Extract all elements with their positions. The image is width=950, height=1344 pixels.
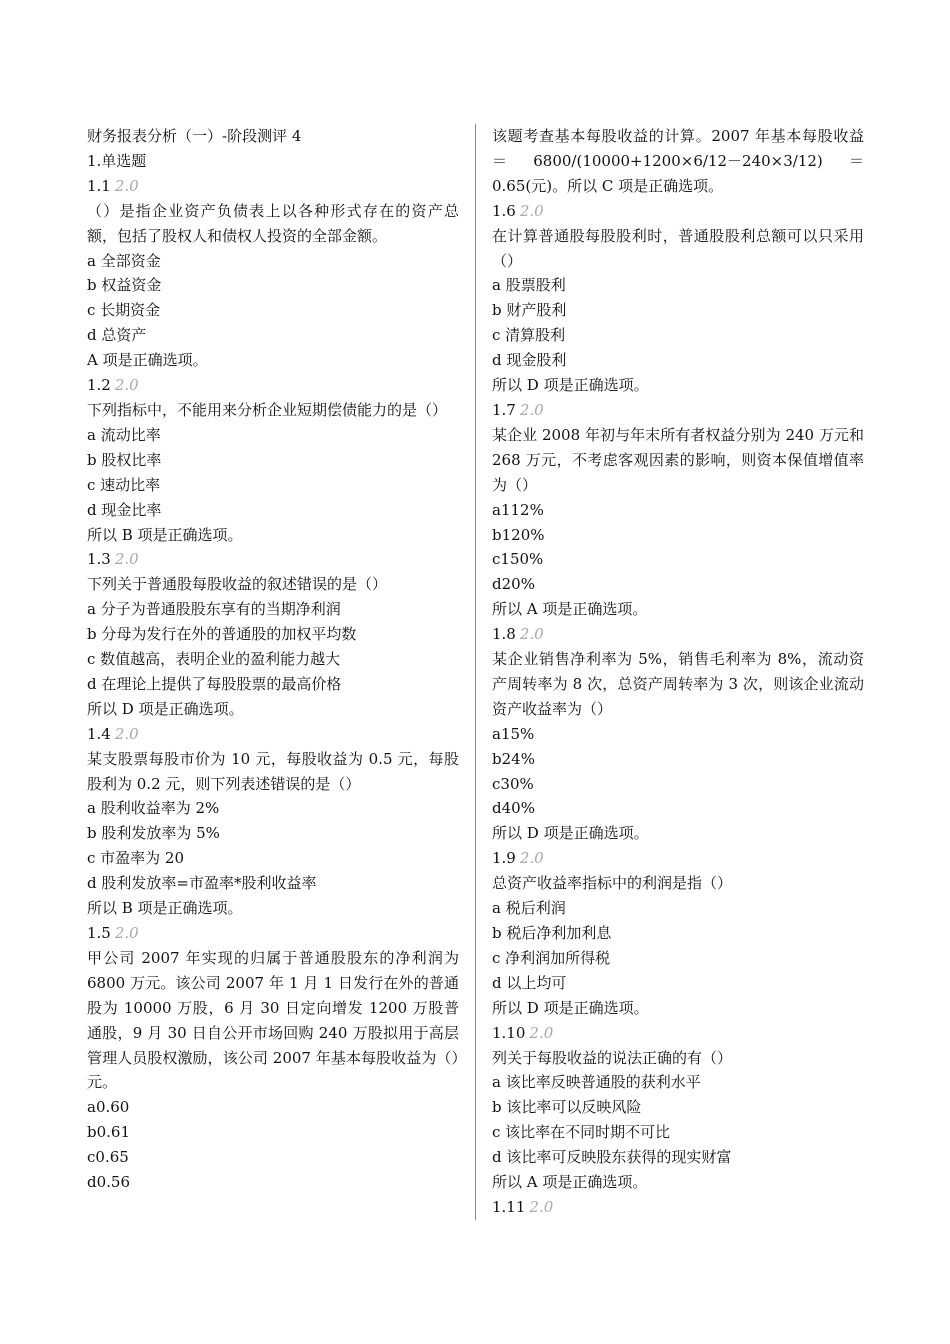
text-line: d20% <box>492 575 535 594</box>
question-number <box>492 199 864 224</box>
question-label: 1.7 <box>492 400 516 419</box>
question-score: 2.0 <box>114 924 139 942</box>
question-number <box>492 1021 864 1046</box>
question-label: 1.6 <box>492 201 516 220</box>
text-line: 下列关于普通股每股收益的叙述错误的是（） <box>87 575 388 594</box>
text-line: A 项是正确选项。 <box>87 351 208 370</box>
text-line: 1.单选题 <box>87 151 147 170</box>
text-line: d 以上均可 <box>492 973 567 992</box>
text-line: d40% <box>492 799 535 818</box>
column-divider <box>475 124 476 1220</box>
text-line: b 该比率可以反映风险 <box>492 1098 642 1117</box>
text-line: 总资产收益率指标中的利润是指（） <box>492 874 733 893</box>
question-score: 2.0 <box>529 1197 554 1216</box>
text-line: d 在理论上提供了每股股票的最高价格 <box>87 674 342 693</box>
text-line: c 数值越高，表明企业的盈利能力越大 <box>87 650 341 669</box>
question-score: 2.0 <box>114 550 139 569</box>
question-number <box>492 398 864 423</box>
text-line: 所以 B 项是正确选项。 <box>87 525 243 544</box>
text-paragraph: （）是指企业资产负债表上以各种形式存在的资产总额，包括了股权人和债权人投资的全部金额。 <box>87 201 459 245</box>
question-number <box>87 921 459 946</box>
text-line: c 清算股利 <box>492 326 566 345</box>
text-line: c30% <box>492 774 534 793</box>
question-number <box>492 1195 864 1220</box>
text-line: 所以 D 项是正确选项。 <box>87 699 244 718</box>
text-line: b 权益资金 <box>87 276 162 295</box>
question-label: 1.10 <box>492 1023 526 1042</box>
question-score: 2.0 <box>114 176 139 195</box>
question-number <box>87 174 459 199</box>
text-line: 所以 B 项是正确选项。 <box>87 899 243 918</box>
text-line: d 总资产 <box>87 326 147 345</box>
text-line: b 股利发放率为 5% <box>87 824 220 843</box>
question-number <box>492 622 864 647</box>
question-score: 2.0 <box>519 400 544 419</box>
text-line: a 分子为普通股股东享有的当期净利润 <box>87 600 341 619</box>
text-line: 所以 D 项是正确选项。 <box>492 824 649 843</box>
text-line: c 该比率在不同时期不可比 <box>492 1123 671 1142</box>
text-line: a 股票股利 <box>492 276 566 295</box>
question-number <box>87 722 459 747</box>
text-line: 所以 D 项是正确选项。 <box>492 998 649 1017</box>
text-line: b24% <box>492 749 535 768</box>
text-line: a15% <box>492 724 535 743</box>
question-label: 1.5 <box>87 924 111 942</box>
text-paragraph: 在计算普通股每股股利时，普通股股利总额可以只采用（） <box>492 226 864 270</box>
text-line: 所以 D 项是正确选项。 <box>492 376 649 395</box>
question-score: 2.0 <box>519 849 544 868</box>
text-paragraph: 某企业销售净利率为 5%，销售毛利率为 8%，流动资产周转率为 8 次，总资产周转率为 3 次，则该企业流动资产收益率为（） <box>492 650 864 718</box>
text-line: 所以 A 项是正确选项。 <box>492 600 648 619</box>
text-line: a 股利收益率为 2% <box>87 799 220 818</box>
text-line: c0.65 <box>87 1148 129 1167</box>
text-line: c150% <box>492 550 544 569</box>
text-line: d0.56 <box>87 1173 131 1192</box>
text-line: 财务报表分析（一）-阶段测评 4 <box>87 127 302 145</box>
left-column <box>87 124 459 1195</box>
question-number <box>492 846 864 871</box>
text-paragraph: 甲公司 2007 年实现的归属于普通股股东的净利润为 6800 万元。该公司 2007 年 1 月 1 日发行在外的普通股为 10000 万股，6 月 30 日定向增发 1200 万股普通股，9 月 30 日自公开市场回购 240 万股拟用于高层管理人员股权激励，该公司 2007 年基本每股收益为（）元。 <box>87 948 459 1092</box>
question-label: 1.8 <box>492 625 516 644</box>
text-line: b 财产股利 <box>492 301 567 320</box>
text-paragraph: 该题考查基本每股收益的计算。2007 年基本每股收益＝6800/(10000+1200×6/12－240×3/12)＝0.65(元)。所以 C 项是正确选项。 <box>492 127 864 195</box>
question-label: 1.2 <box>87 376 111 395</box>
text-line: b120% <box>492 525 545 544</box>
question-label: 1.9 <box>492 849 516 868</box>
question-label: 1.1 <box>87 176 111 195</box>
text-line: c 净利润加所得税 <box>492 948 611 967</box>
question-score: 2.0 <box>114 376 139 395</box>
text-line: d 现金股利 <box>492 351 567 370</box>
text-line: b 股权比率 <box>87 450 162 469</box>
text-line: a 全部资金 <box>87 251 161 270</box>
question-score: 2.0 <box>519 625 544 644</box>
right-column <box>492 124 864 1220</box>
text-line: 列关于每股收益的说法正确的有（） <box>492 1048 733 1067</box>
text-paragraph: 某支股票每股市价为 10 元，每股收益为 0.5 元，每股股利为 0.2 元，则下列表述错误的是（） <box>87 749 459 793</box>
text-paragraph: 某企业 2008 年初与年末所有者权益分别为 240 万元和 268 万元，不考虑客观因素的影响，则资本保值增值率为（） <box>492 425 864 494</box>
text-line: d 该比率可反映股东获得的现实财富 <box>492 1148 732 1167</box>
text-line: a112% <box>492 500 544 519</box>
text-line: b 税后净利加利息 <box>492 924 612 942</box>
text-line: d 现金比率 <box>87 500 162 519</box>
question-label: 1.3 <box>87 550 111 569</box>
text-line: b 分母为发行在外的普通股的加权平均数 <box>87 625 357 644</box>
text-line: a 该比率反映普通股的获利水平 <box>492 1073 701 1092</box>
text-line: 所以 A 项是正确选项。 <box>492 1173 648 1192</box>
text-line: a0.60 <box>87 1098 130 1117</box>
text-line: c 市盈率为 20 <box>87 849 185 868</box>
question-score: 2.0 <box>114 724 139 743</box>
question-label: 1.11 <box>492 1197 526 1216</box>
question-number <box>87 547 459 572</box>
question-score: 2.0 <box>519 201 544 220</box>
question-number <box>87 373 459 398</box>
text-line: b0.61 <box>87 1123 131 1142</box>
text-line: c 速动比率 <box>87 475 161 494</box>
text-line: d 股利发放率=市盈率*股利收益率 <box>87 874 317 893</box>
question-label: 1.4 <box>87 724 111 743</box>
text-paragraph: 下列指标中，不能用来分析企业短期偿债能力的是（） <box>87 400 448 419</box>
question-score: 2.0 <box>529 1023 554 1042</box>
text-line: a 税后利润 <box>492 899 566 918</box>
text-line: c 长期资金 <box>87 301 161 320</box>
text-line: a 流动比率 <box>87 425 161 444</box>
